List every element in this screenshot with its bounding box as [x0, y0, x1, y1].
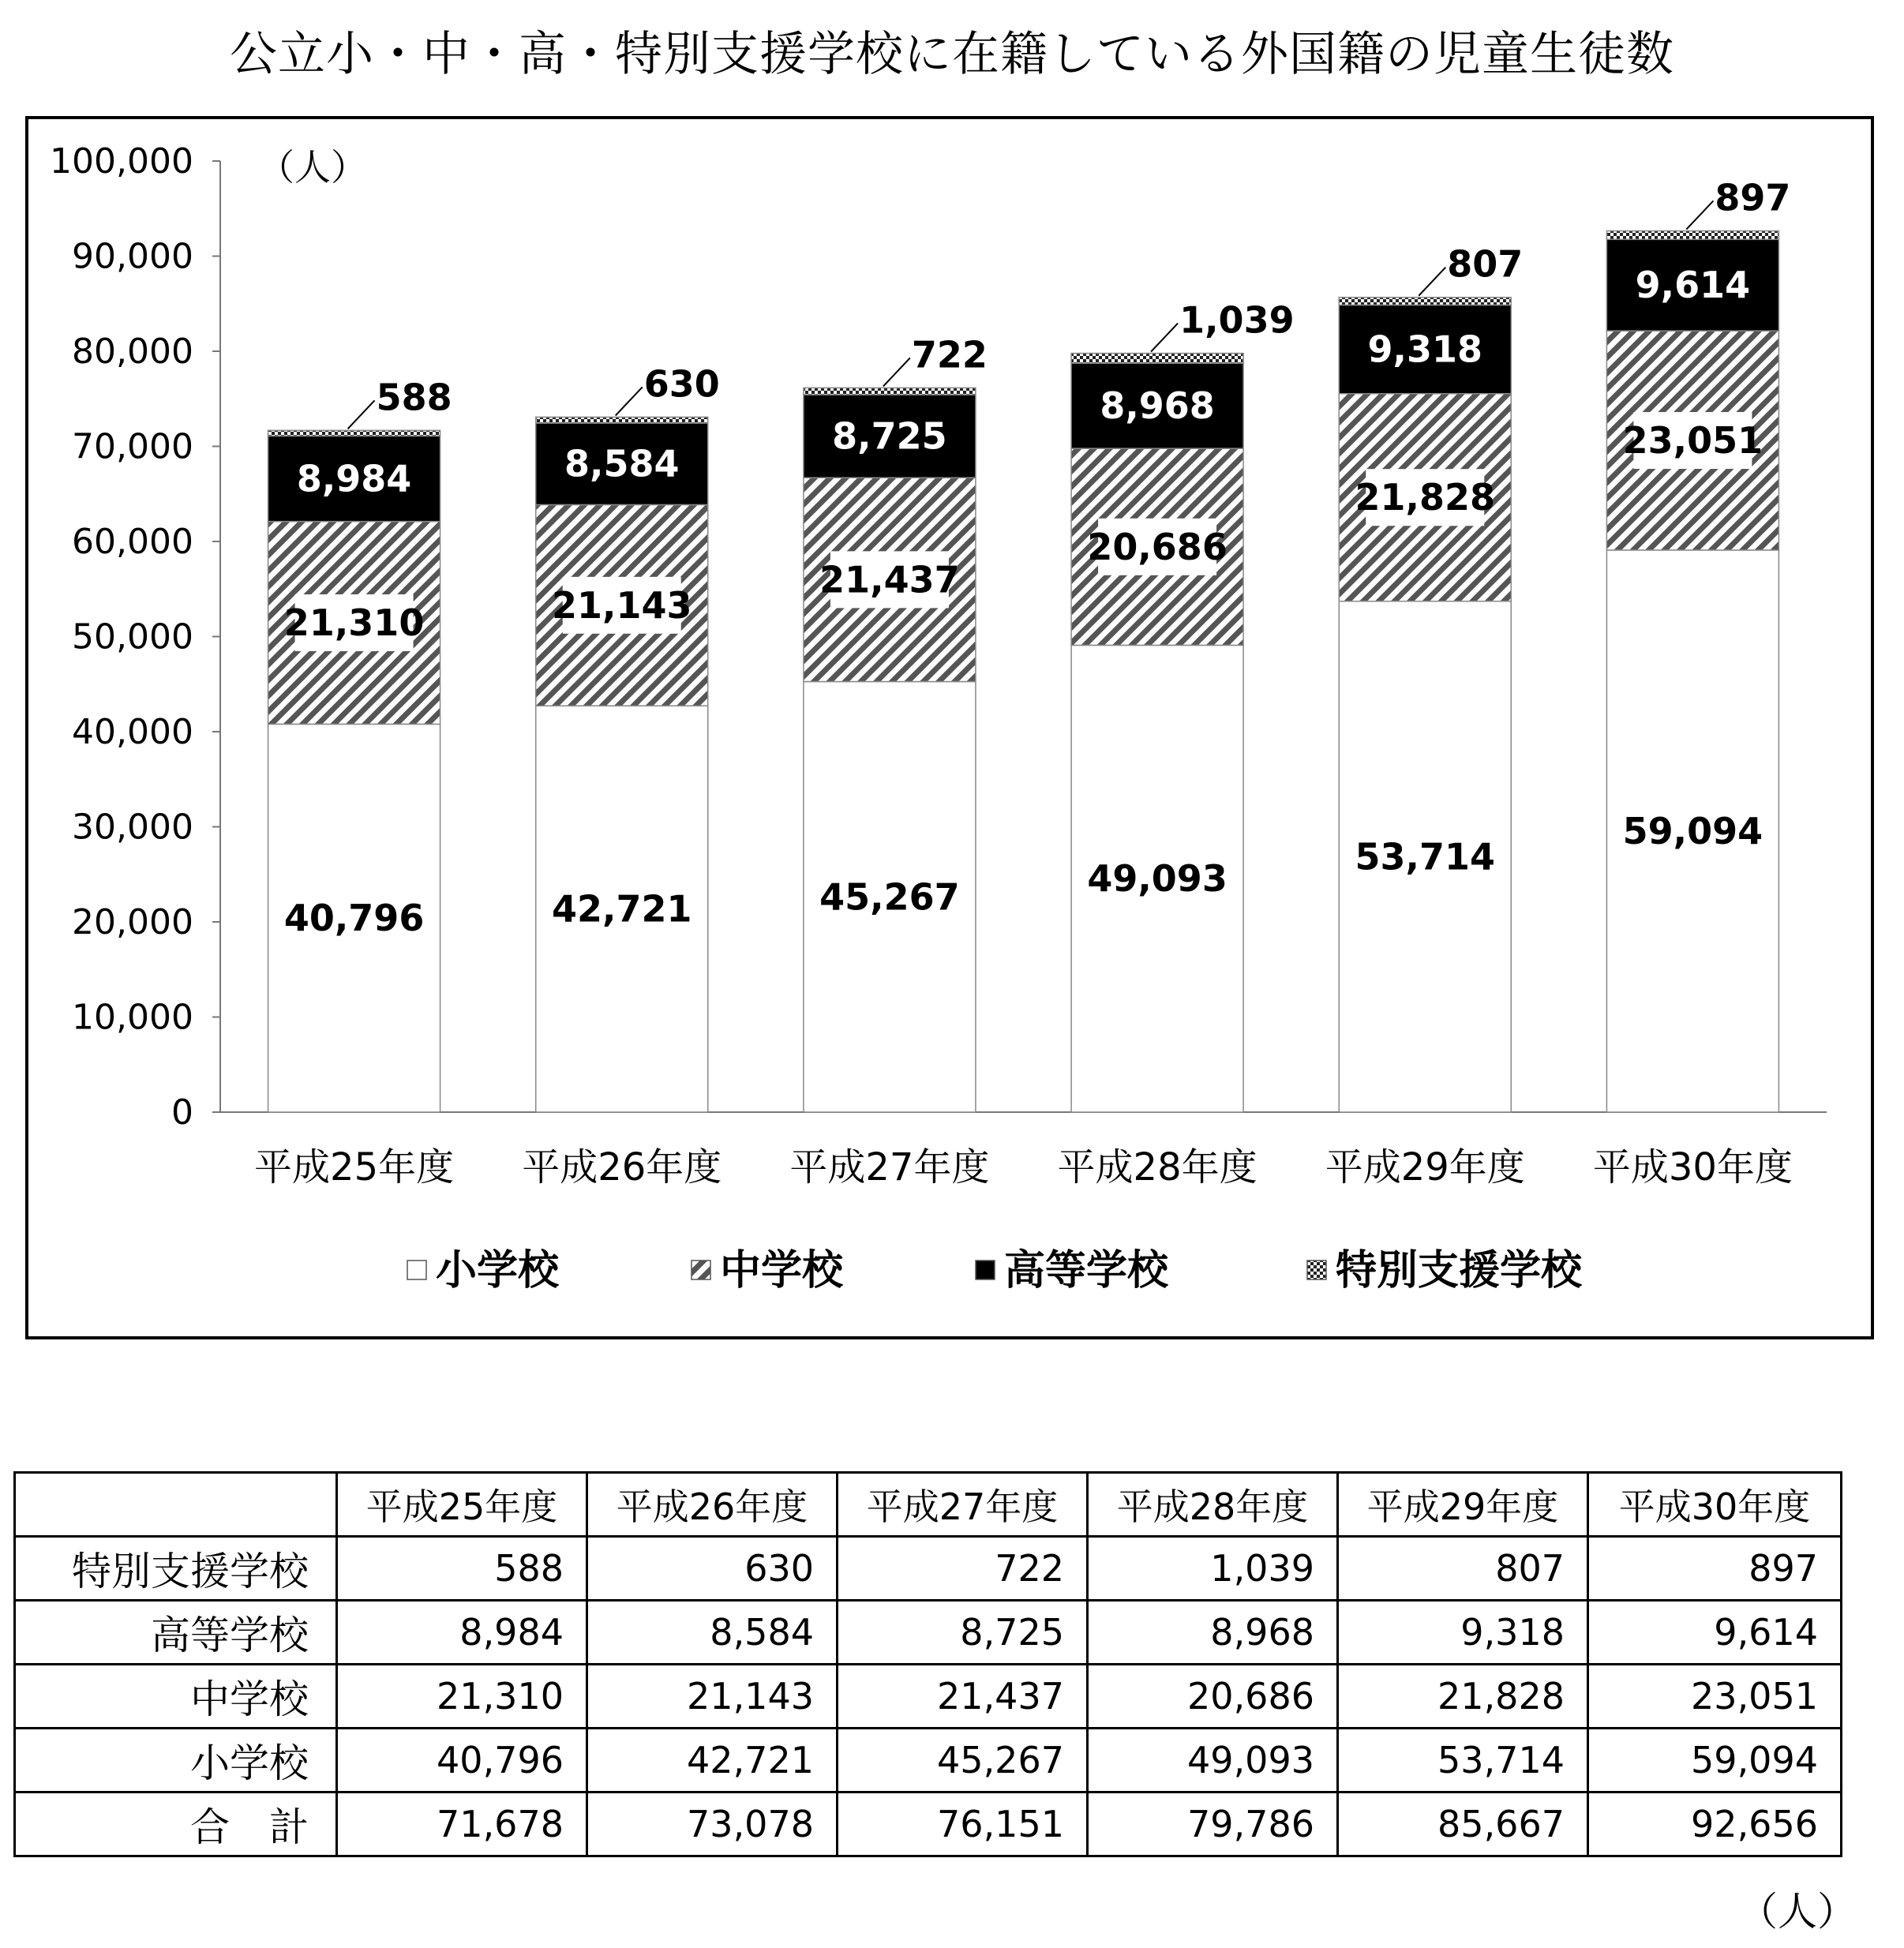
table-cell: 42,721 — [587, 1729, 838, 1793]
leader-line — [348, 400, 375, 429]
leader-line — [1419, 268, 1445, 296]
stacked-bar-chart — [28, 119, 1871, 1336]
legend-label: 特別支援学校 — [1336, 1247, 1583, 1294]
table-cell: 85,667 — [1338, 1793, 1588, 1856]
table-cell: 59,094 — [1588, 1729, 1842, 1793]
table-cell: 21,437 — [838, 1665, 1088, 1729]
data-label: 722 — [911, 333, 988, 376]
data-label: 23,051 — [1622, 419, 1763, 463]
table-header-row — [15, 1473, 1842, 1537]
y-unit-label: （人） — [258, 146, 367, 189]
table-cell: 588 — [337, 1537, 587, 1601]
table-cell: 897 — [1588, 1537, 1842, 1601]
data-label: 630 — [643, 362, 720, 406]
data-label: 20,686 — [1087, 525, 1227, 568]
legend-label: 高等学校 — [1004, 1247, 1169, 1294]
y-tick-label: 80,000 — [72, 332, 193, 372]
table-col-header: 平成30年度 — [1588, 1473, 1842, 1537]
table-cell: 8,584 — [587, 1601, 838, 1665]
bar-segment — [1606, 230, 1778, 239]
table-col-header: 平成29年度 — [1338, 1473, 1588, 1537]
table-row — [15, 1601, 1842, 1665]
table-cell: 53,714 — [1338, 1729, 1588, 1793]
data-label: 8,968 — [1100, 384, 1215, 428]
table-row — [15, 1665, 1842, 1729]
data-label: 40,796 — [283, 897, 425, 940]
y-tick-label: 50,000 — [72, 616, 193, 657]
data-label: 21,437 — [819, 558, 960, 601]
x-tick-label: 平成30年度 — [1592, 1145, 1793, 1189]
y-tick-label: 100,000 — [50, 141, 193, 182]
table-cell: 21,143 — [587, 1665, 838, 1729]
data-label: 53,714 — [1355, 835, 1496, 878]
page-title: 公立小・中・高・特別支援学校に在籍している外国籍の児童生徒数 — [230, 27, 1674, 82]
table-cell: 23,051 — [1588, 1665, 1842, 1729]
table-row-label: 特別支援学校 — [15, 1537, 337, 1601]
y-tick-label: 10,000 — [72, 997, 193, 1038]
table-cell: 630 — [587, 1537, 838, 1601]
data-label: 45,267 — [819, 875, 960, 919]
data-label: 21,143 — [551, 583, 692, 627]
data-label: 807 — [1447, 242, 1524, 286]
x-tick-label: 平成28年度 — [1057, 1145, 1257, 1189]
table-col-header: 平成27年度 — [838, 1473, 1088, 1537]
data-label: 897 — [1715, 176, 1791, 219]
data-label: 8,984 — [296, 457, 412, 500]
data-label: 21,828 — [1355, 476, 1496, 519]
table-cell: 45,267 — [838, 1729, 1088, 1793]
table-cell: 722 — [838, 1537, 1088, 1601]
y-tick-label: 60,000 — [72, 522, 193, 562]
table-cell: 9,614 — [1588, 1601, 1842, 1665]
bar-segment — [804, 388, 976, 395]
x-tick-label: 平成27年度 — [789, 1145, 990, 1189]
table-cell: 76,151 — [838, 1793, 1088, 1856]
table-row-label: 高等学校 — [15, 1601, 337, 1665]
legend-swatch — [1307, 1261, 1326, 1279]
legend-label: 小学校 — [436, 1247, 560, 1294]
table-cell: 807 — [1338, 1537, 1588, 1601]
data-label: 8,584 — [564, 442, 680, 485]
table-cell: 1,039 — [1088, 1537, 1338, 1601]
legend-swatch — [692, 1261, 710, 1279]
table-cell: 92,656 — [1588, 1793, 1842, 1856]
data-label: 49,093 — [1087, 857, 1227, 901]
table-row-label: 小学校 — [15, 1729, 337, 1793]
data-label: 1,039 — [1179, 298, 1295, 342]
legend-swatch — [976, 1261, 995, 1279]
table-row — [15, 1729, 1842, 1793]
table-cell: 8,984 — [337, 1601, 587, 1665]
data-label: 8,725 — [832, 414, 947, 458]
table-col-header: 平成26年度 — [587, 1473, 838, 1537]
data-label: 21,310 — [283, 601, 425, 645]
table-cell: 49,093 — [1088, 1729, 1338, 1793]
table-cell: 8,725 — [838, 1601, 1088, 1665]
y-tick-label: 70,000 — [72, 426, 193, 467]
table-cell: 20,686 — [1088, 1665, 1338, 1729]
table-row — [15, 1793, 1842, 1856]
y-tick-label: 40,000 — [72, 712, 193, 752]
table-col-header: 平成25年度 — [337, 1473, 587, 1537]
table-unit-note: （人） — [1738, 1889, 1857, 1935]
table-cell: 40,796 — [337, 1729, 587, 1793]
x-tick-label: 平成29年度 — [1325, 1145, 1525, 1189]
data-label: 9,318 — [1367, 328, 1483, 371]
leader-line — [1151, 324, 1178, 352]
bar-segment — [536, 417, 708, 423]
y-tick-label: 0 — [171, 1092, 193, 1133]
x-tick-label: 平成26年度 — [522, 1145, 722, 1189]
legend-swatch — [407, 1261, 426, 1279]
data-table — [13, 1471, 1842, 1857]
table-row-label: 中学校 — [15, 1665, 337, 1729]
table-cell: 9,318 — [1338, 1601, 1588, 1665]
y-tick-label: 30,000 — [72, 807, 193, 848]
table-cell: 71,678 — [337, 1793, 587, 1856]
table-cell: 21,310 — [337, 1665, 587, 1729]
leader-line — [616, 387, 643, 415]
table-cell: 73,078 — [587, 1793, 838, 1856]
data-label: 42,721 — [551, 887, 692, 931]
table-cell: 21,828 — [1338, 1665, 1588, 1729]
y-tick-label: 90,000 — [72, 236, 193, 277]
leader-line — [883, 358, 910, 386]
table-cell: 8,968 — [1088, 1601, 1338, 1665]
table-row — [15, 1537, 1842, 1601]
bar-segment — [268, 430, 440, 436]
table-row-label: 合 計 — [15, 1793, 337, 1856]
data-label: 9,614 — [1635, 264, 1751, 307]
leader-line — [1686, 200, 1713, 229]
bar-segment — [1339, 298, 1511, 305]
x-tick-label: 平成25年度 — [254, 1145, 455, 1189]
legend-label: 中学校 — [720, 1247, 844, 1294]
bar-segment — [1071, 354, 1243, 364]
table-col-header: 平成28年度 — [1088, 1473, 1338, 1537]
data-label: 59,094 — [1622, 809, 1763, 852]
y-tick-label: 20,000 — [72, 902, 193, 942]
table-cell: 79,786 — [1088, 1793, 1338, 1856]
table-corner-cell — [15, 1473, 337, 1537]
data-label: 588 — [376, 376, 452, 419]
chart-frame — [25, 116, 1874, 1339]
